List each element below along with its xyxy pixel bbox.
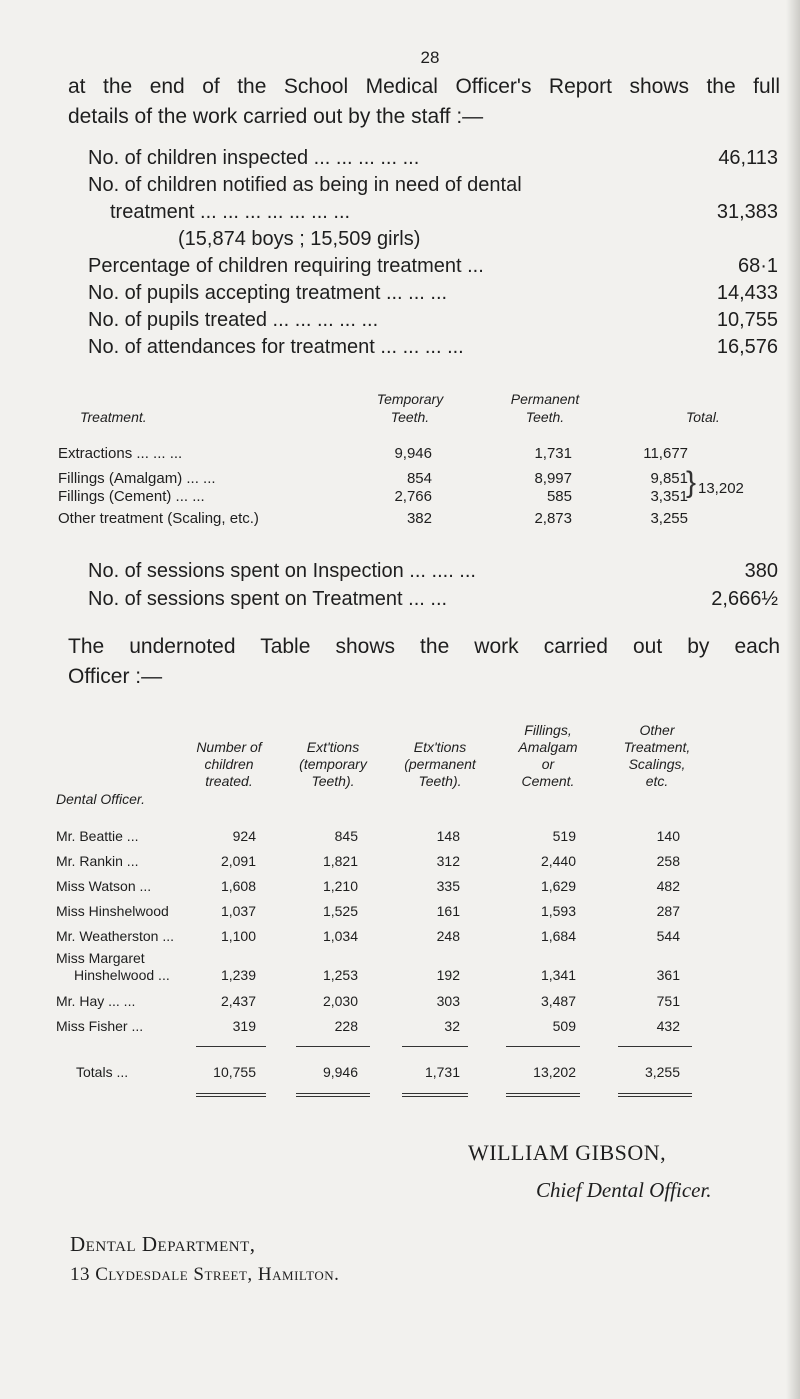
total-temp: 9,946 bbox=[322, 1064, 358, 1080]
officer-name: Mr. Weatherston ... bbox=[56, 928, 175, 944]
temp-extractions: 2,030 bbox=[322, 993, 358, 1009]
treatment-permanent: 8,997 bbox=[534, 470, 572, 487]
treatment-temporary: 854 bbox=[406, 470, 432, 487]
double-rule bbox=[196, 1093, 266, 1097]
stat-label: No. of children inspected ... ... ... ... ... bbox=[88, 147, 420, 169]
temp-extractions: 228 bbox=[334, 1018, 358, 1034]
sum-rule bbox=[402, 1046, 468, 1047]
other-treatment: 544 bbox=[656, 928, 680, 944]
sum-rule bbox=[196, 1046, 266, 1047]
sum-rule bbox=[296, 1046, 370, 1047]
stat-row bbox=[88, 279, 778, 307]
children-treated: 1,608 bbox=[220, 878, 256, 894]
header-line: Teeth). bbox=[418, 773, 462, 789]
fillings-combined-total: 13,202 bbox=[698, 480, 744, 497]
department-address: 13 Clydesdale Street, Hamilton. bbox=[70, 1264, 340, 1285]
perm-extractions: 335 bbox=[436, 878, 460, 894]
stat-row bbox=[88, 144, 778, 172]
treatment-name: Other treatment (Scaling, etc.) bbox=[58, 510, 259, 527]
officer-name: Mr. Beattie ... bbox=[56, 828, 139, 844]
stat-label: treatment ... ... ... ... ... ... ... bbox=[110, 201, 351, 223]
sum-rule bbox=[506, 1046, 580, 1047]
children-col-header bbox=[176, 739, 282, 790]
header-line: Permanent bbox=[510, 391, 580, 407]
other-treatment: 751 bbox=[656, 993, 680, 1009]
fillings-brace: } bbox=[686, 466, 697, 499]
fillings-col-header bbox=[498, 722, 598, 790]
page-edge-shadow bbox=[786, 0, 800, 1399]
treatment-temporary: 382 bbox=[406, 510, 432, 527]
children-treated: 319 bbox=[232, 1018, 256, 1034]
para2-line-2: Officer :— bbox=[68, 665, 163, 688]
temp-extractions-col-header bbox=[290, 739, 376, 790]
stat-label: Percentage of children requiring treatment ... bbox=[88, 255, 484, 277]
session-label: No. of sessions spent on Treatment ... ... bbox=[88, 588, 448, 610]
treatment-temporary: 9,946 bbox=[394, 445, 432, 462]
other-treatment-col-header bbox=[606, 722, 708, 790]
treatment-permanent: 2,873 bbox=[534, 510, 572, 527]
stat-value: 16,576 bbox=[716, 336, 778, 358]
totals-label: Totals ... bbox=[76, 1064, 129, 1080]
double-rule bbox=[506, 1093, 580, 1097]
treatment-name: Fillings (Cement) ... ... bbox=[58, 488, 205, 505]
header-line: Teeth. bbox=[525, 409, 565, 425]
officer-name: Miss Hinshelwood bbox=[56, 903, 169, 919]
perm-extractions-col-header bbox=[390, 739, 490, 790]
fillings: 509 bbox=[552, 1018, 576, 1034]
temp-extractions: 845 bbox=[334, 828, 358, 844]
header-line: Etx'tions bbox=[413, 739, 467, 755]
treatment-permanent: 1,731 bbox=[534, 445, 572, 462]
perm-extractions: 192 bbox=[436, 967, 460, 983]
fillings: 2,440 bbox=[540, 853, 576, 869]
treatment-name: Extractions ... ... ... bbox=[58, 445, 183, 462]
header-line: Number of bbox=[196, 739, 262, 755]
perm-extractions: 148 bbox=[436, 828, 460, 844]
temp-extractions: 1,525 bbox=[322, 903, 358, 919]
treatment-temporary: 2,766 bbox=[394, 488, 432, 505]
para2-line-1: The undernoted Table shows the work carried out by each bbox=[68, 635, 780, 658]
perm-extractions: 248 bbox=[436, 928, 460, 944]
header-line: Fillings, bbox=[524, 722, 572, 738]
stat-label: No. of pupils treated ... ... ... ... ... bbox=[88, 309, 379, 331]
treatment-total: 3,255 bbox=[650, 510, 688, 527]
header-line: Ext'tions bbox=[306, 739, 360, 755]
stat-value: 10,755 bbox=[716, 309, 778, 331]
temp-extractions: 1,821 bbox=[322, 853, 358, 869]
fillings: 1,684 bbox=[540, 928, 576, 944]
other-treatment: 287 bbox=[656, 903, 680, 919]
temp-extractions: 1,034 bbox=[322, 928, 358, 944]
temporary-col-header bbox=[360, 390, 460, 426]
other-treatment: 432 bbox=[656, 1018, 680, 1034]
stat-row bbox=[88, 171, 778, 199]
double-rule bbox=[402, 1093, 468, 1097]
fillings: 1,593 bbox=[540, 903, 576, 919]
header-line: Teeth. bbox=[390, 409, 430, 425]
session-value: 380 bbox=[744, 560, 778, 582]
treatment-name: Fillings (Amalgam) ... ... bbox=[58, 470, 216, 487]
session-row bbox=[88, 588, 778, 616]
total-perm: 1,731 bbox=[424, 1064, 460, 1080]
stat-row bbox=[88, 252, 778, 280]
header-line: (permanent bbox=[404, 756, 476, 772]
stat-row bbox=[88, 333, 778, 361]
officer-name: Miss Fisher ... bbox=[56, 1018, 144, 1034]
signatory-name: WILLIAM GIBSON, bbox=[468, 1140, 667, 1165]
children-treated: 924 bbox=[232, 828, 256, 844]
stat-label: No. of children notified as being in need of dental bbox=[88, 174, 522, 196]
stat-row bbox=[88, 306, 778, 334]
sum-rule bbox=[618, 1046, 692, 1047]
intro-line-2: details of the work carried out by the staff :— bbox=[68, 105, 484, 128]
treatment-total: 9,851 bbox=[650, 470, 688, 487]
page-number: 28 bbox=[420, 48, 440, 67]
perm-extractions: 32 bbox=[444, 1018, 460, 1034]
fillings: 519 bbox=[552, 828, 576, 844]
total-children: 10,755 bbox=[213, 1064, 256, 1080]
officer-name: Mr. Hay ... ... bbox=[56, 993, 136, 1009]
session-label: No. of sessions spent on Inspection ... .... ... bbox=[88, 560, 476, 582]
other-treatment: 140 bbox=[656, 828, 680, 844]
stat-row bbox=[88, 198, 778, 226]
perm-extractions: 161 bbox=[436, 903, 460, 919]
treatment-permanent: 585 bbox=[546, 488, 572, 505]
double-rule bbox=[296, 1093, 370, 1097]
header-line: etc. bbox=[645, 773, 669, 789]
header-line: Treatment, bbox=[623, 739, 691, 755]
header-line: Scalings, bbox=[628, 756, 686, 772]
intro-line-1: at the end of the School Medical Officer's Report shows the full bbox=[68, 75, 780, 98]
header-line: children bbox=[204, 756, 254, 772]
permanent-col-header bbox=[490, 390, 600, 426]
treatment-col-header: Treatment. bbox=[80, 409, 147, 425]
officer-name: Miss Watson ... bbox=[56, 878, 152, 894]
stat-value: 14,433 bbox=[716, 282, 778, 304]
officer-name-cont: Hinshelwood ... bbox=[74, 967, 170, 983]
temp-extractions: 1,253 bbox=[322, 967, 358, 983]
total-other: 3,255 bbox=[644, 1064, 680, 1080]
perm-extractions: 312 bbox=[436, 853, 460, 869]
header-line: treated. bbox=[205, 773, 253, 789]
other-treatment: 361 bbox=[656, 967, 680, 983]
stat-value: 31,383 bbox=[716, 201, 778, 223]
treatment-total: 11,677 bbox=[643, 445, 688, 462]
stat-label: No. of pupils accepting treatment ... ... ... bbox=[88, 282, 448, 304]
children-treated: 1,239 bbox=[220, 967, 256, 983]
other-treatment: 482 bbox=[656, 878, 680, 894]
session-value: 2,666½ bbox=[711, 588, 778, 610]
header-line: Amalgam bbox=[518, 739, 578, 755]
children-treated: 2,437 bbox=[220, 993, 256, 1009]
fillings: 3,487 bbox=[540, 993, 576, 1009]
officer-col-header: Dental Officer. bbox=[56, 791, 145, 807]
treatment-total: 3,351 bbox=[650, 488, 688, 505]
other-treatment: 258 bbox=[656, 853, 680, 869]
header-line: Temporary bbox=[376, 391, 444, 407]
total-col-header: Total. bbox=[686, 409, 720, 425]
double-rule bbox=[618, 1093, 692, 1097]
session-row bbox=[88, 560, 778, 588]
header-line: Other bbox=[639, 722, 675, 738]
stat-value: 46,113 bbox=[718, 147, 778, 169]
signatory-title: Chief Dental Officer. bbox=[536, 1178, 712, 1202]
fillings: 1,341 bbox=[540, 967, 576, 983]
total-fillings: 13,202 bbox=[533, 1064, 576, 1080]
header-line: (temporary bbox=[299, 756, 367, 772]
perm-extractions: 303 bbox=[436, 993, 460, 1009]
header-line: or bbox=[541, 756, 555, 772]
children-treated: 2,091 bbox=[220, 853, 256, 869]
header-line: Teeth). bbox=[311, 773, 355, 789]
department-name: Dental Department, bbox=[70, 1232, 256, 1256]
header-line: Cement. bbox=[521, 773, 575, 789]
children-treated: 1,100 bbox=[220, 928, 256, 944]
stat-label: No. of attendances for treatment ... ... ... ... bbox=[88, 336, 464, 358]
children-treated: 1,037 bbox=[220, 903, 256, 919]
stat-row bbox=[88, 225, 778, 253]
stat-sublabel: (15,874 boys ; 15,509 girls) bbox=[178, 228, 421, 250]
stat-value: 68·1 bbox=[737, 255, 778, 277]
officer-name: Miss Margaret bbox=[56, 950, 145, 966]
officer-name: Mr. Rankin ... bbox=[56, 853, 139, 869]
fillings: 1,629 bbox=[540, 878, 576, 894]
temp-extractions: 1,210 bbox=[322, 878, 358, 894]
